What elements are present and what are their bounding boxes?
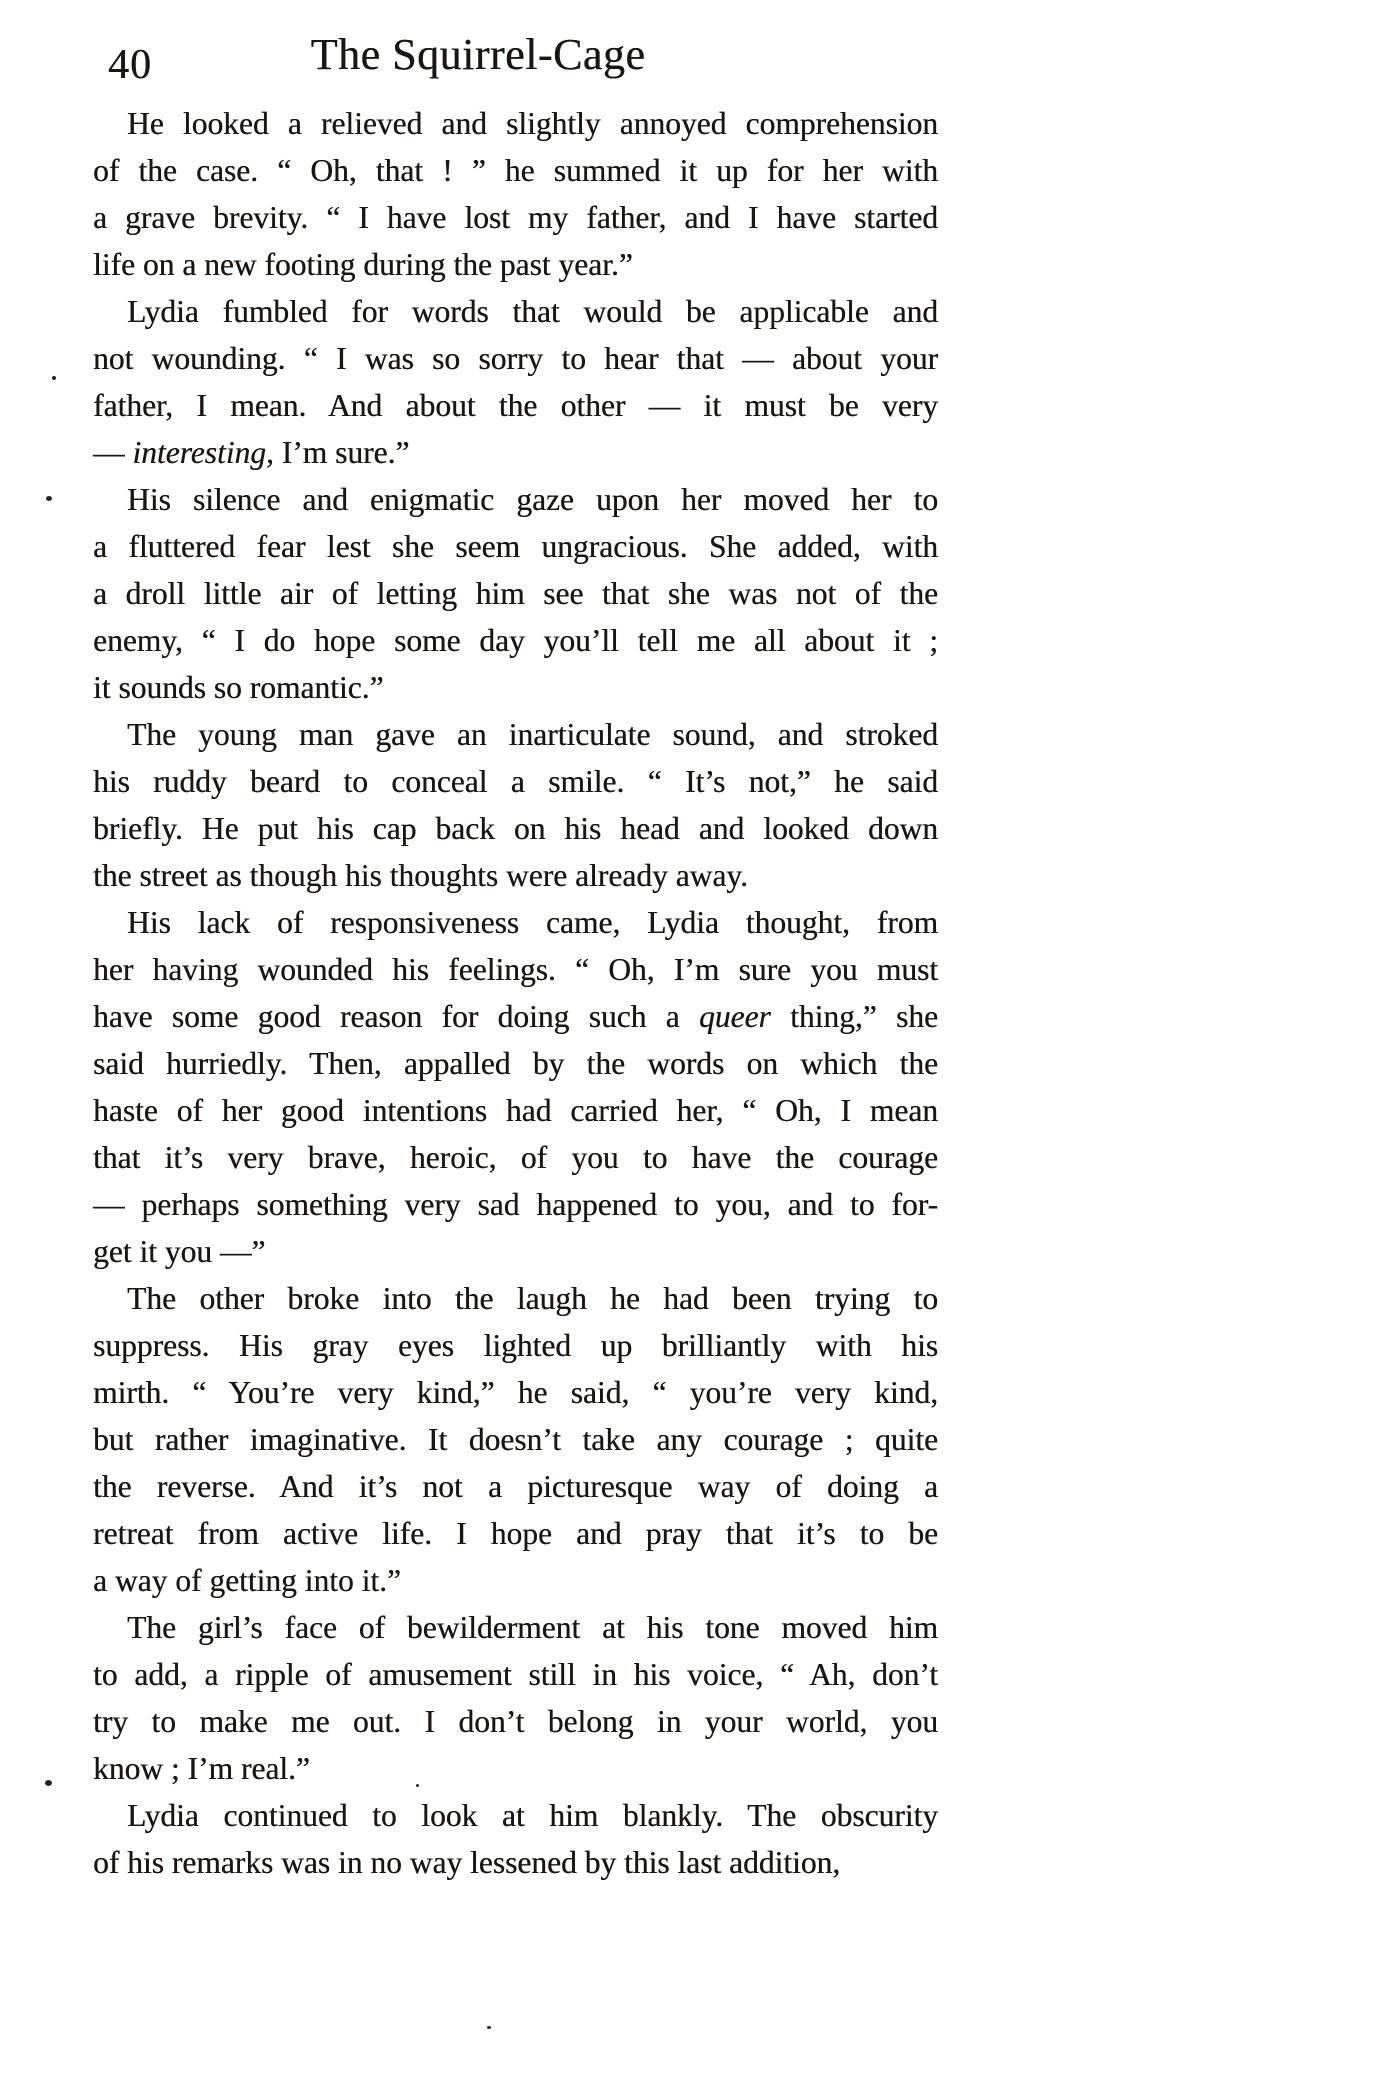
text-line: get it you —”	[93, 1234, 266, 1269]
text-line: The other broke into the laugh he had been trying to	[127, 1281, 938, 1316]
text-line: to add, a ripple of amusement still in his voice, “ Ah, don’t	[93, 1657, 938, 1692]
paragraph	[93, 1792, 938, 1886]
text-line: the street as though his thoughts were already away.	[93, 858, 748, 893]
paragraph	[93, 100, 938, 288]
text-line: haste of her good intentions had carried her, “ Oh, I mean	[93, 1093, 938, 1128]
text-line: The girl’s face of bewilderment at his tone moved him	[127, 1610, 938, 1645]
text-line: his ruddy beard to conceal a smile. “ It’s not,” he said	[93, 764, 938, 799]
ink-speck	[416, 1784, 419, 1787]
body-text	[93, 100, 938, 1886]
paragraph	[93, 288, 938, 476]
text-line: Lydia continued to look at him blankly. The obscurity	[127, 1798, 938, 1833]
text-line: of the case. “ Oh, that ! ” he summed it up for her with	[93, 153, 938, 188]
text-line: mirth. “ You’re very kind,” he said, “ you’re very kind,	[93, 1375, 938, 1410]
paragraph	[93, 711, 938, 899]
text-line: — perhaps something very sad happened to you, and to for-	[93, 1187, 938, 1222]
text-line: know ; I’m real.”	[93, 1751, 310, 1786]
text-line: enemy, “ I do hope some day you’ll tell me all about it ;	[93, 623, 938, 658]
text-line: life on a new footing during the past year.”	[93, 247, 633, 282]
text-line: have some good reason for doing such a queer thing,” she	[93, 999, 938, 1034]
ink-speck	[52, 376, 56, 380]
text-line: — interesting, I’m sure.”	[93, 435, 410, 470]
text-line: but rather imaginative. It doesn’t take any courage ; quite	[93, 1422, 938, 1457]
ink-speck	[487, 2026, 491, 2029]
text-line: a way of getting into it.”	[93, 1563, 401, 1598]
ink-speck	[46, 496, 52, 501]
text-line: father, I mean. And about the other — it must be very	[93, 388, 938, 423]
page-number: 40	[108, 42, 152, 88]
paragraph	[93, 476, 938, 711]
text-line: try to make me out. I don’t belong in your world, you	[93, 1704, 938, 1739]
text-line: a grave brevity. “ I have lost my father, and I have started	[93, 200, 938, 235]
text-line: not wounding. “ I was so sorry to hear that — about your	[93, 341, 938, 376]
text-line: suppress. His gray eyes lighted up brilliantly with his	[93, 1328, 938, 1363]
text-line: said hurriedly. Then, appalled by the words on which the	[93, 1046, 938, 1081]
text-line: The young man gave an inarticulate sound, and stroked	[127, 717, 938, 752]
paragraph	[93, 1275, 938, 1604]
text-line: Lydia fumbled for words that would be applicable and	[127, 294, 938, 329]
text-line: a droll little air of letting him see that she was not of the	[93, 576, 938, 611]
text-line: that it’s very brave, heroic, of you to have the courage	[93, 1140, 938, 1175]
paragraph	[93, 899, 938, 1275]
running-head-title: The Squirrel-Cage	[310, 30, 646, 79]
text-line: a fluttered fear lest she seem ungracious. She added, with	[93, 529, 938, 564]
text-line: briefly. He put his cap back on his head and looked down	[93, 811, 938, 846]
text-line: of his remarks was in no way lessened by this last addition,	[93, 1845, 841, 1880]
text-line: His lack of responsiveness came, Lydia thought, from	[127, 905, 938, 940]
text-line: the reverse. And it’s not a picturesque way of doing a	[93, 1469, 938, 1504]
ink-speck	[45, 1780, 52, 1786]
text-line: His silence and enigmatic gaze upon her moved her to	[127, 482, 938, 517]
text-line: retreat from active life. I hope and pray that it’s to be	[93, 1516, 938, 1551]
text-line: her having wounded his feelings. “ Oh, I’m sure you must	[93, 952, 938, 987]
text-line: He looked a relieved and slightly annoyed comprehension	[127, 106, 938, 141]
paragraph	[93, 1604, 938, 1792]
text-line: it sounds so romantic.”	[93, 670, 384, 705]
